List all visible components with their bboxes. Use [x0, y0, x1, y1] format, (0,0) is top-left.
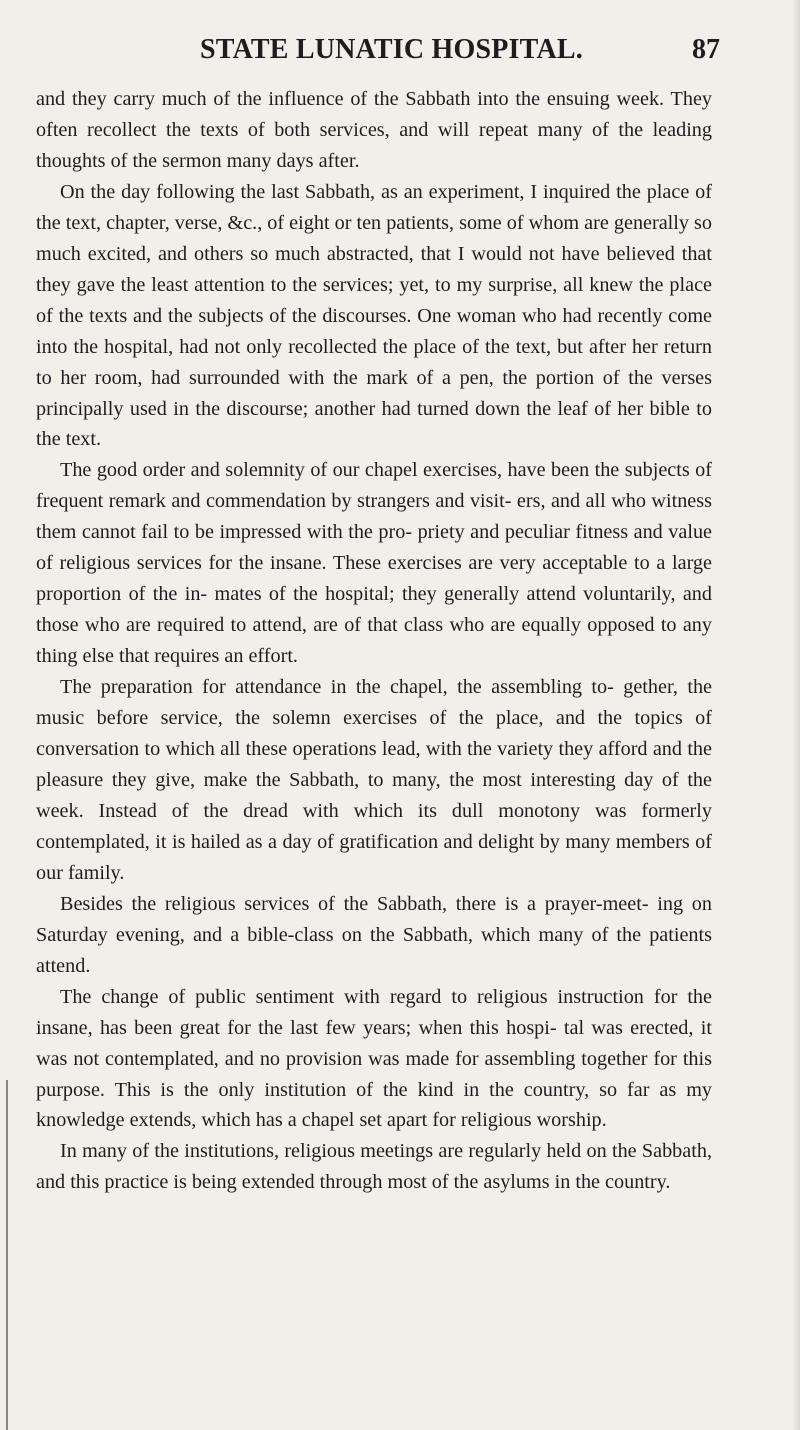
- paragraph-7: In many of the institutions, religious meetings are regularly held on the Sabbath, and this practice is being extended through most of the asylums in the country.: [36, 1140, 712, 1194]
- running-title: STATE LUNATIC HOSPITAL.: [200, 34, 583, 65]
- body-text: [36, 84, 712, 1198]
- paragraph-2: On the day following the last Sabbath, as an experiment, I inquired the place of the text, chapter, verse, &c., of eight or ten patients, some of whom are generally so much excited, and others so much abstracted, that I would not have believed that they gave the least attention to the services; yet, to my surprise, all knew the place of the texts and the subjects of the discourses. One woman who had recently come into the hospital, had not only recollected the place of the text, but after her return to her room, had surrounded with the mark of a pen, the portion of the verses principally used in the discourse; another had turned down the leaf of her bible to the text.: [36, 180, 712, 451]
- paragraph-4: The preparation for attendance in the chapel, the assembling to- gether, the music before service, the solemn exercises of the place, and the topics of conversation to which all these operations lead, with the variety they afford and the pleasure they give, make the Sabbath, to many, the most interesting day of the week. Instead of the dread with which its dull monotony was formerly contemplated, it is hailed as a day of gratification and delight by many members of our family.: [36, 676, 712, 884]
- page-header: [200, 34, 720, 68]
- paragraph-6: The change of public sentiment with regard to religious instruction for the insane, has been great for the last few years; when this hospi- tal was erected, it was not contemplated, and no provision was made for assembling together for this purpose. This is the only institution of the kind in the country, so far as my knowledge extends, which has a chapel set apart for religious worship.: [36, 985, 712, 1132]
- scan-margin-line: [6, 1080, 8, 1430]
- page-number: 87: [692, 34, 720, 65]
- paragraph-3: The good order and solemnity of our chapel exercises, have been the subjects of frequent remark and commendation by strangers and visit- ers, and all who witness them cannot fail to be impressed with the pro- priety and peculiar fitness and value of religious services for the insane. These exercises are very acceptable to a large proportion of the in- mates of the hospital; they generally attend voluntarily, and those who are required to attend, are of that class who are equally opposed to any thing else that requires an effort.: [36, 459, 712, 668]
- paragraph-5: Besides the religious services of the Sabbath, there is a prayer-meet- ing on Saturday evening, and a bible-class on the Sabbath, which many of the patients attend.: [36, 892, 712, 977]
- paragraph-1: and they carry much of the influence of the Sabbath into the ensuing week. They often recollect the texts of both services, and will repeat many of the leading thoughts of the sermon many days after.: [36, 88, 712, 172]
- page-edge-shadow: [792, 0, 800, 1430]
